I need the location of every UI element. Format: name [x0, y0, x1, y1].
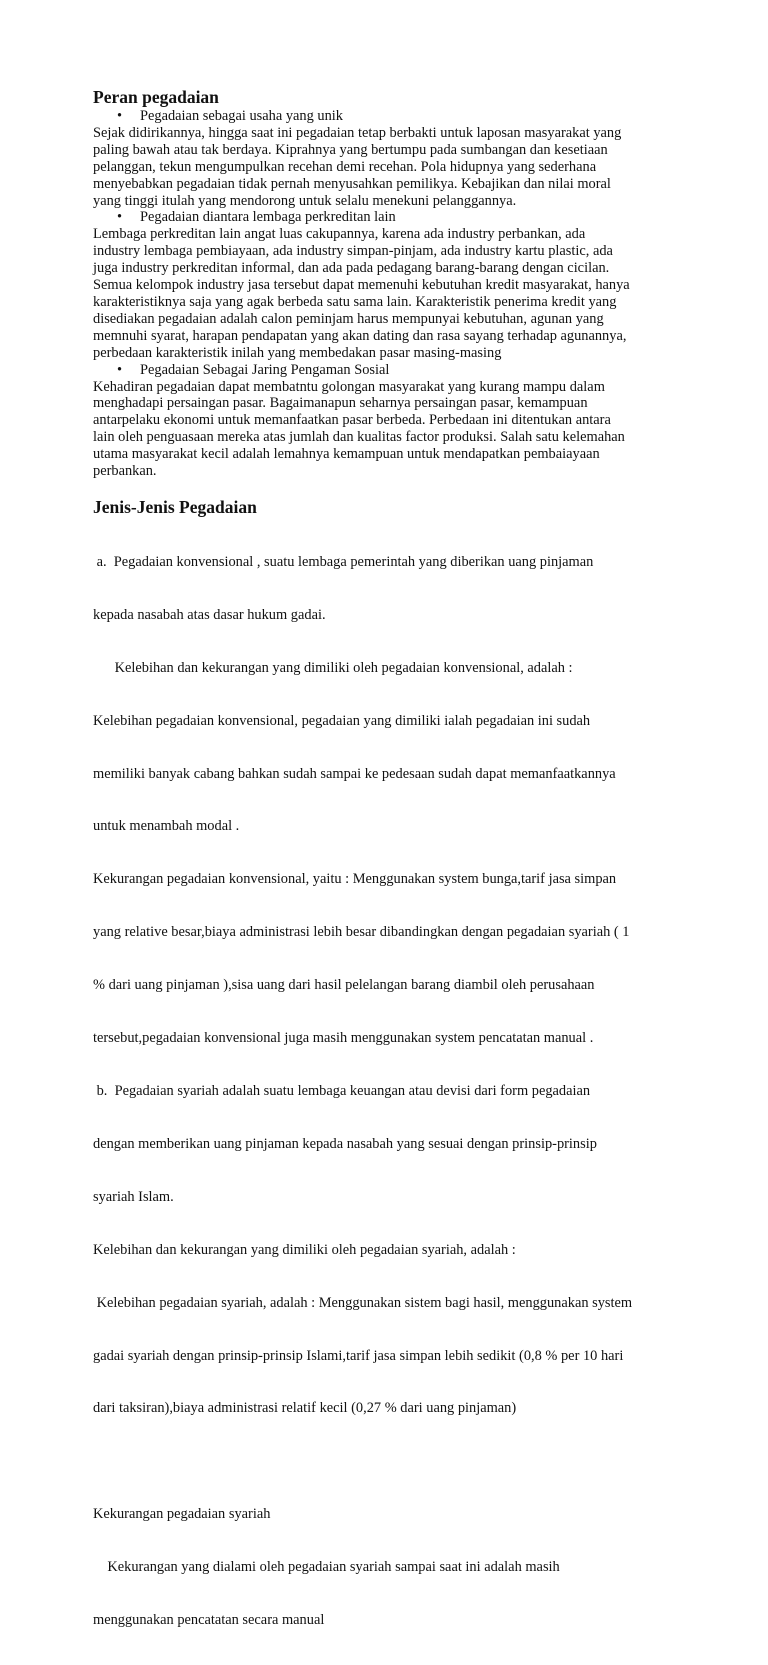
text-line: disediakan pegadaian adalah calon peminjam harus mempunyai kebutuhan, agunan yang	[93, 310, 604, 327]
text-line: syariah Islam.	[93, 1188, 174, 1205]
text-line: dengan memberikan uang pinjaman kepada nasabah yang sesuai dengan prinsip-prinsip	[93, 1135, 597, 1152]
bullet-icon: •	[117, 361, 123, 378]
text-line: yang tinggi itulah yang mendorong untuk selalu menekuni pelanggannya.	[93, 192, 517, 209]
text-line: tersebut,pegadaian konvensional juga masih menggunakan system pencatatan manual .	[93, 1030, 594, 1047]
text-line: pelanggan, tekun mengumpulkan recehan demi recehan. Pola hidupnya yang sederhana	[93, 158, 597, 175]
bullet-text: Pegadaian diantara lembaga perkreditan lain	[140, 209, 396, 226]
blank-line	[93, 1453, 705, 1470]
text-line: perbankan.	[93, 463, 157, 480]
text-line: a. Pegadaian konvensional , suatu lembaga pemerintah yang diberikan uang pinjaman	[93, 553, 594, 570]
text-line: Sejak didirikannya, hingga saat ini pegadaian tetap berbakti untuk laposan masyarakat yang	[93, 124, 622, 141]
text-line: b. Pegadaian syariah adalah suatu lembaga keuangan atau devisi dari form pegadaian	[93, 1083, 591, 1099]
text-line: kepada nasabah atas dasar hukum gadai.	[93, 606, 326, 623]
text-line: yang relative besar,biaya administrasi lebih besar dibandingkan dengan pegadaian syariah ( 1	[93, 924, 630, 941]
bullet-icon: •	[117, 108, 123, 124]
text-line: menyebabkan pegadaian tidak pernah menyusahkan pemilikya. Kebajikan dan nilai moral	[93, 175, 611, 192]
text-line: juga industry perkreditan informal, dan ada pada pedagang barang-barang dengan cicilan.	[93, 260, 610, 277]
text-line: Semua kelompok industry jasa tersebut dapat memenuhi kebutuhan kredit masyarakat, hanya	[93, 277, 630, 294]
paragraph-jaring-pengaman	[93, 379, 705, 480]
text-line: Kelebihan pegadaian syariah, adalah : Menggunakan sistem bagi hasil, menggunakan system	[93, 1294, 633, 1311]
bullet-item-lembaga-perkreditan	[93, 209, 705, 226]
bullet-icon: •	[117, 209, 123, 226]
text-line: untuk menambah modal .	[93, 818, 240, 835]
text-line: menggunakan pencatatan secara manual	[93, 1612, 325, 1629]
text-line: industry lembaga pembiayaan, ada industry simpan-pinjam, ada industry kartu plastic, ada	[93, 243, 613, 260]
heading-jenis-pegadaian: Jenis-Jenis Pegadaian	[93, 496, 257, 517]
bullet-text: Pegadaian sebagai usaha yang unik	[140, 108, 344, 124]
bullet-item-jaring-pengaman	[93, 362, 705, 379]
text-line: memnuhi syarat, harapan pendapatan yang akan dating dan rasa sayang terhadap agunannya,	[93, 327, 627, 344]
text-line: lain oleh penguasaan mereka atas jumlah dan kualitas factor produksi. Salah satu kelemahan	[93, 429, 625, 446]
text-line: Kekurangan pegadaian konvensional, yaitu : Menggunakan system bunga,tarif jasa simpan	[93, 871, 617, 888]
section-jenis-pegadaian-body	[93, 518, 705, 1665]
text-line: Kelebihan pegadaian konvensional, pegadaian yang dimiliki ialah pegadaian ini sudah	[93, 712, 591, 729]
text-line: antarpelaku ekonomi untuk memanfaatkan pasar berbeda. Perbedaan ini ditentukan antara	[93, 412, 611, 429]
text-line: menghadapi persaingan pasar. Bagaimanapun seharnya persaingan pasar, kemampuan	[93, 395, 588, 412]
text-line: % dari uang pinjaman ),sisa uang dari hasil pelelangan barang diambil oleh perusahaan	[93, 977, 595, 994]
text-line: Kelebihan dan kekurangan yang dimiliki oleh pegadaian konvensional, adalah :	[93, 659, 573, 676]
text-line: memiliki banyak cabang bahkan sudah sampai ke pedesaan sudah dapat memanfaatkannya	[93, 765, 616, 782]
text-line: karakteristiknya saja yang agak berbeda satu sama lain. Karakteristik penerima kredit yang	[93, 293, 617, 310]
paragraph-lembaga-perkreditan	[93, 226, 705, 361]
paragraph-usaha-unik	[93, 125, 705, 210]
text-line: dari taksiran),biaya administrasi relatif kecil (0,27 % dari uang pinjaman)	[93, 1400, 517, 1417]
text-line: utama masyarakat kecil adalah lemahnya kemampuan untuk mendapatkan pembaiayaan	[93, 446, 600, 463]
text-line: Kekurangan yang dialami oleh pegadaian syariah sampai saat ini adalah masih	[93, 1559, 560, 1576]
text-line: Kekurangan pegadaian syariah	[93, 1506, 271, 1523]
text-line: Kelebihan dan kekurangan yang dimiliki oleh pegadaian syariah, adalah :	[93, 1241, 516, 1258]
document-page	[93, 86, 705, 1665]
text-line: gadai syariah dengan prinsip-prinsip Islami,tarif jasa simpan lebih sedikit (0,8 % per 10 hari	[93, 1347, 624, 1364]
bullet-text: Pegadaian Sebagai Jaring Pengaman Sosial	[140, 361, 390, 378]
text-line: Kehadiran pegadaian dapat membatntu golongan masyarakat yang kurang mampu dalam	[93, 378, 605, 395]
heading-peran-pegadaian: Peran pegadaian	[93, 87, 219, 107]
bullet-item-usaha-unik	[93, 108, 705, 125]
text-line: paling bawah atau tak berdaya. Kiprahnya yang bertumpu pada sumbangan dan kesetiaan	[93, 141, 608, 158]
text-line: perbedaan karakteristik inilah yang membedakan pasar masing-masing	[93, 344, 502, 361]
text-line: Lembaga perkreditan lain angat luas cakupannya, karena ada industry perbankan, ada	[93, 226, 586, 243]
